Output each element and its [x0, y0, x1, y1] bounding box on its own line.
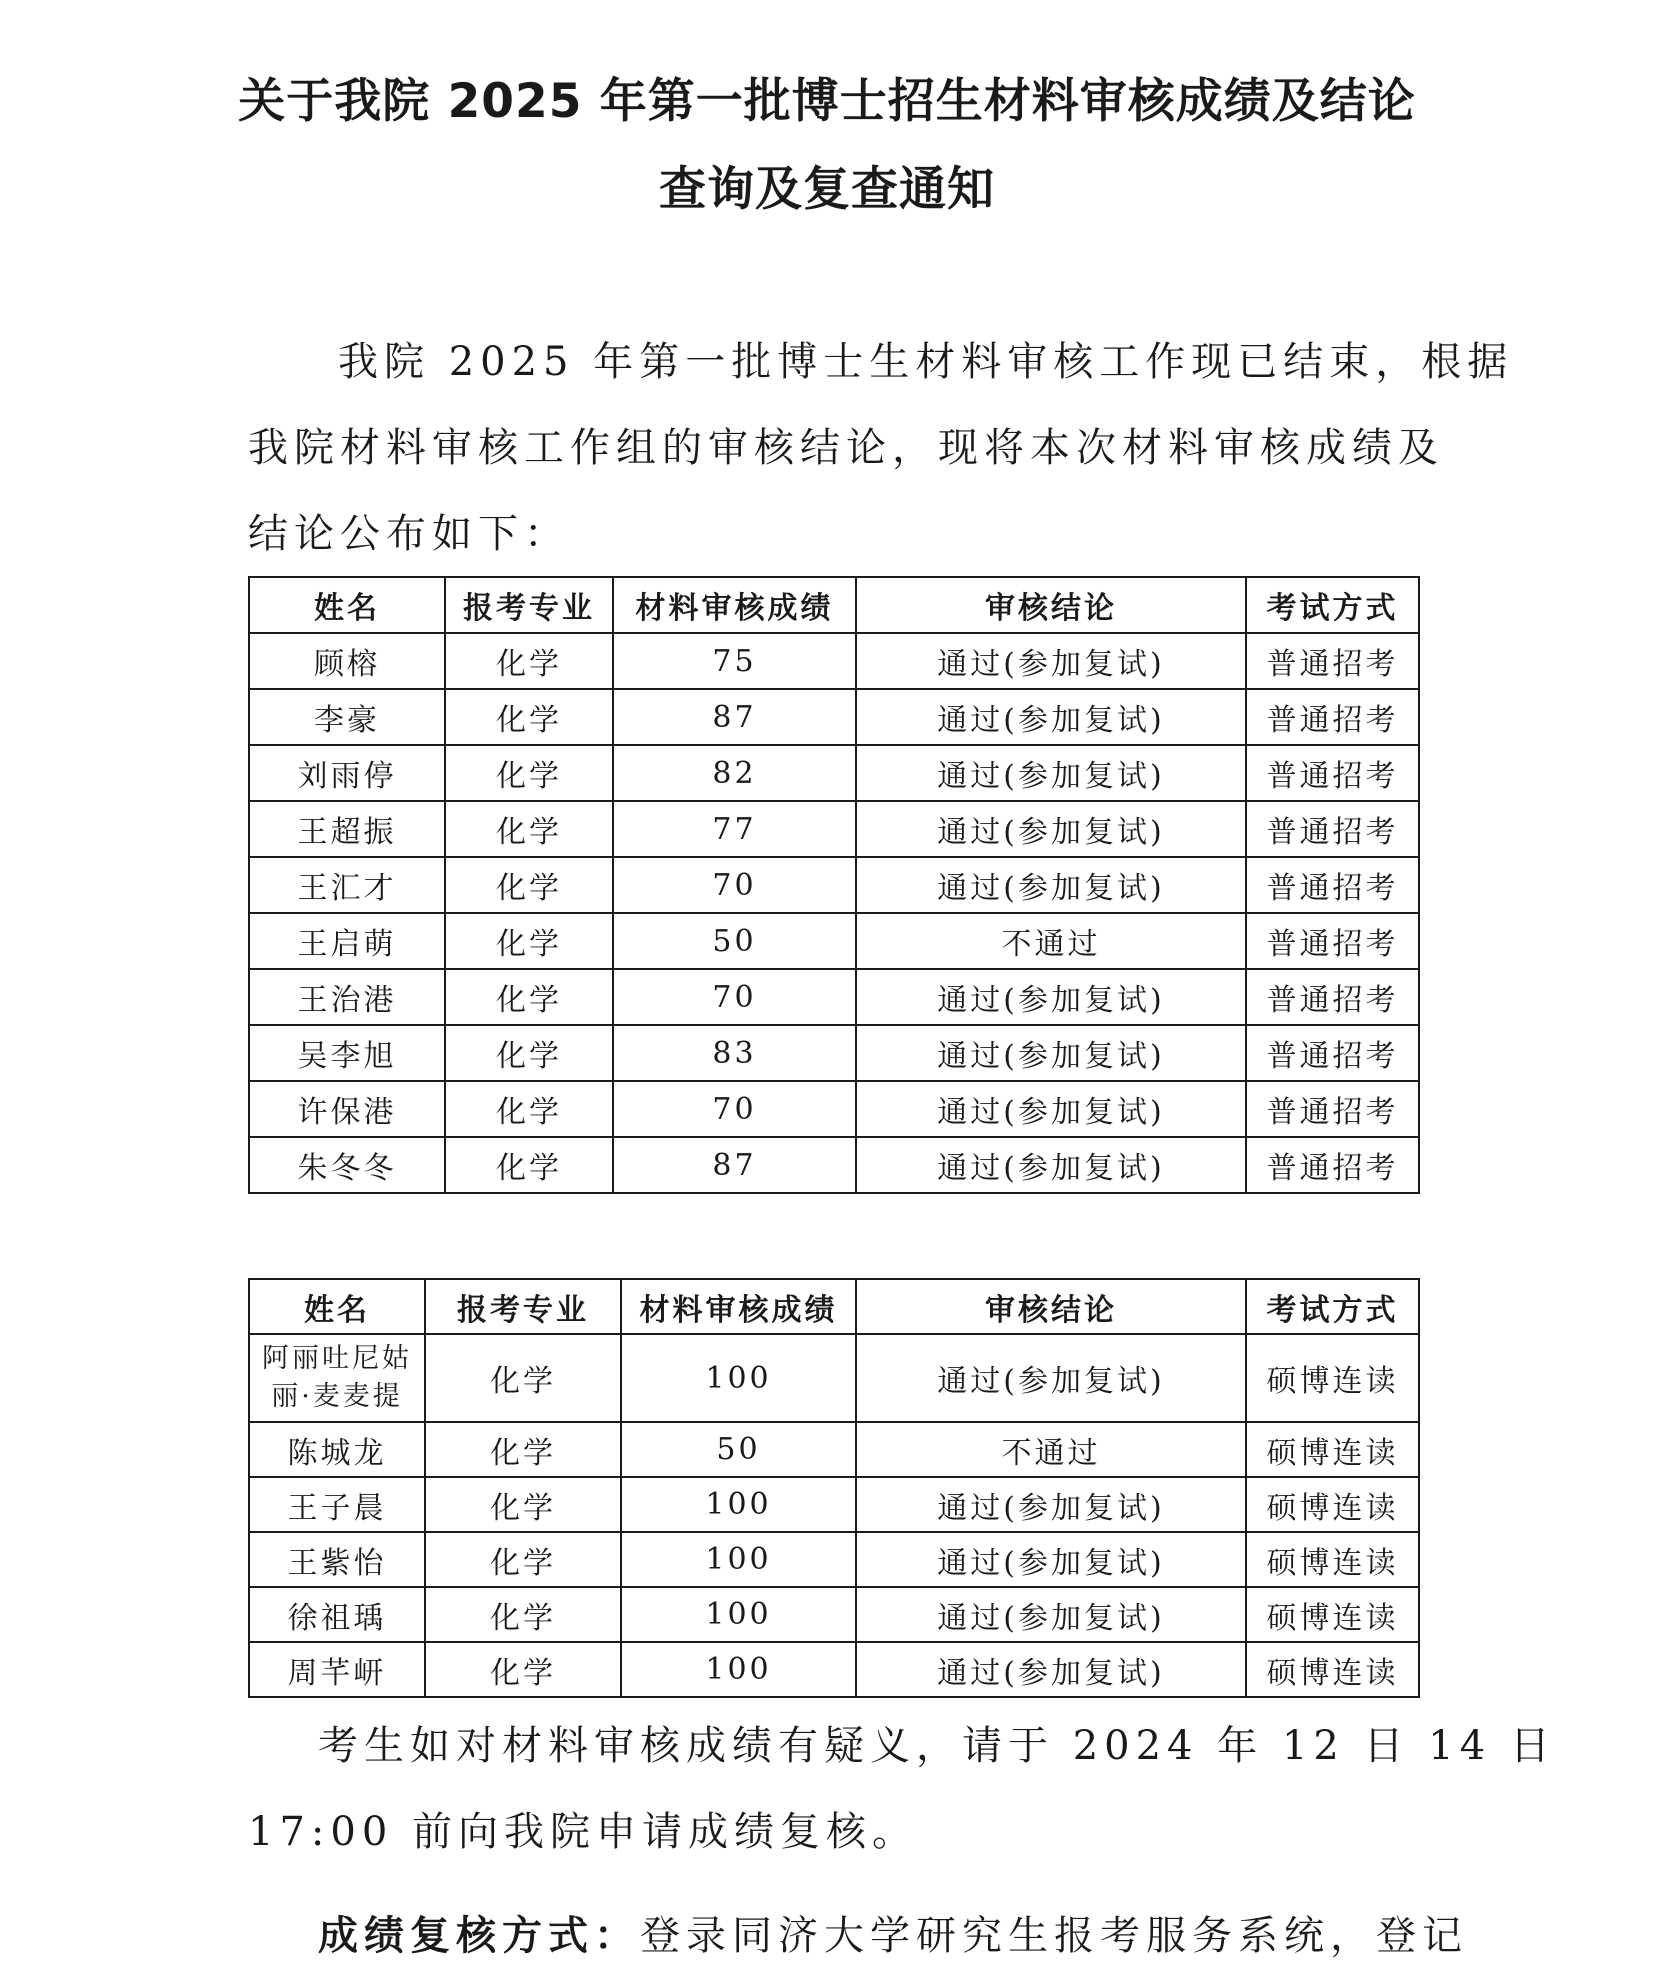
- cell-mode: 普通招考: [1246, 801, 1419, 857]
- cell-score: 100: [621, 1587, 856, 1642]
- cell-major: 化学: [445, 633, 613, 689]
- cell-name-line-2: 丽·麦麦提: [271, 1381, 403, 1412]
- cell-major: 化学: [445, 1137, 613, 1193]
- cell-mode: 普通招考: [1246, 1137, 1419, 1193]
- cell-name: 顾榕: [249, 633, 445, 689]
- cell-name: 李豪: [249, 689, 445, 745]
- cell-score: 87: [613, 689, 856, 745]
- cell-score: 100: [621, 1334, 856, 1422]
- cell-mode: 硕博连读: [1246, 1587, 1419, 1642]
- cell-name: 许保港: [249, 1081, 445, 1137]
- cell-mode: 硕博连读: [1246, 1642, 1419, 1697]
- intro-line-1: 我院 2025 年第一批博士生材料审核工作现已结束，根据: [338, 339, 1514, 385]
- cell-result: 通过(参加复试): [856, 1025, 1246, 1081]
- table-header-row: [249, 577, 1419, 633]
- table-row: [249, 913, 1419, 969]
- master-doctor-table: [248, 1278, 1420, 1698]
- cell-mode: 普通招考: [1246, 633, 1419, 689]
- table-header-row: [249, 1279, 1419, 1334]
- cell-mode: 普通招考: [1246, 913, 1419, 969]
- cell-name: 王治港: [249, 969, 445, 1025]
- cell-mode: 硕博连读: [1246, 1532, 1419, 1587]
- table-row: [249, 969, 1419, 1025]
- notice-title-line-1: 关于我院 2025 年第一批博士招生材料审核成绩及结论: [238, 74, 1416, 129]
- table-row: [249, 745, 1419, 801]
- cell-major: 化学: [425, 1334, 621, 1422]
- cell-major: 化学: [445, 1081, 613, 1137]
- cell-name: 王超振: [249, 801, 445, 857]
- cell-score: 83: [613, 1025, 856, 1081]
- table-row: [249, 633, 1419, 689]
- cell-mode: 普通招考: [1246, 1025, 1419, 1081]
- cell-score: 77: [613, 801, 856, 857]
- table-row: [249, 801, 1419, 857]
- cell-result: 通过(参加复试): [856, 1587, 1246, 1642]
- cell-result: 通过(参加复试): [856, 1334, 1246, 1422]
- cell-score: 70: [613, 969, 856, 1025]
- table-row: [249, 1587, 1419, 1642]
- cell-name: 徐祖瑀: [249, 1587, 425, 1642]
- cell-major: 化学: [445, 689, 613, 745]
- header-major: 报考专业: [445, 577, 613, 633]
- cell-major: 化学: [445, 745, 613, 801]
- cell-score: 87: [613, 1137, 856, 1193]
- header-major: 报考专业: [425, 1279, 621, 1334]
- cell-mode: 硕博连读: [1246, 1334, 1419, 1422]
- notice-title-line-2: 查询及复查通知: [659, 162, 995, 217]
- header-result: 审核结论: [856, 1279, 1246, 1334]
- cell-name: 王汇才: [249, 857, 445, 913]
- table-row: [249, 689, 1419, 745]
- table-row: [249, 1081, 1419, 1137]
- cell-result: 通过(参加复试): [856, 633, 1246, 689]
- cell-major: 化学: [445, 1025, 613, 1081]
- cell-name: 吴李旭: [249, 1025, 445, 1081]
- header-mode: 考试方式: [1246, 1279, 1419, 1334]
- general-admission-table: [248, 576, 1420, 1194]
- cell-major: 化学: [445, 857, 613, 913]
- cell-major: 化学: [425, 1642, 621, 1697]
- cell-mode: 普通招考: [1246, 857, 1419, 913]
- cell-mode: 普通招考: [1246, 969, 1419, 1025]
- intro-line-2: 我院材料审核工作组的审核结论，现将本次材料审核成绩及: [248, 425, 1444, 471]
- header-mode: 考试方式: [1246, 577, 1419, 633]
- cell-result: 通过(参加复试): [856, 857, 1246, 913]
- cell-score: 100: [621, 1642, 856, 1697]
- table-row: [249, 1422, 1419, 1477]
- header-name: 姓名: [249, 577, 445, 633]
- cell-name: 陈城龙: [249, 1422, 425, 1477]
- cell-result: 通过(参加复试): [856, 745, 1246, 801]
- table-row: [249, 1642, 1419, 1697]
- cell-major: 化学: [425, 1477, 621, 1532]
- cell-result: 通过(参加复试): [856, 1532, 1246, 1587]
- cell-major: 化学: [425, 1422, 621, 1477]
- cell-mode: 硕博连读: [1246, 1422, 1419, 1477]
- cell-score: 70: [613, 857, 856, 913]
- cell-major: 化学: [445, 801, 613, 857]
- cell-mode: 硕博连读: [1246, 1477, 1419, 1532]
- header-result: 审核结论: [856, 577, 1246, 633]
- cell-result: 通过(参加复试): [856, 1642, 1246, 1697]
- cell-mode: 普通招考: [1246, 745, 1419, 801]
- cell-name: 刘雨停: [249, 745, 445, 801]
- table-row: [249, 1334, 1419, 1422]
- cell-name: 周芊岍: [249, 1642, 425, 1697]
- review-line-2: 17:00 前向我院申请成绩复核。: [248, 1809, 918, 1855]
- table-row: [249, 1477, 1419, 1532]
- cell-result: 通过(参加复试): [856, 801, 1246, 857]
- cell-score: 70: [613, 1081, 856, 1137]
- header-name: 姓名: [249, 1279, 425, 1334]
- cell-major: 化学: [425, 1587, 621, 1642]
- cell-score: 50: [621, 1422, 856, 1477]
- review-method: [318, 1913, 1498, 1959]
- intro-line-3: 结论公布如下：: [248, 511, 570, 557]
- cell-major: 化学: [425, 1532, 621, 1587]
- cell-score: 75: [613, 633, 856, 689]
- cell-major: 化学: [445, 969, 613, 1025]
- cell-name: 朱冬冬: [249, 1137, 445, 1193]
- cell-name: [249, 1334, 425, 1422]
- table-row: [249, 1137, 1419, 1193]
- review-method-text: 登录同济大学研究生报考服务系统，登记: [640, 1913, 1468, 1959]
- cell-score: 50: [613, 913, 856, 969]
- cell-mode: 普通招考: [1246, 1081, 1419, 1137]
- cell-mode: 普通招考: [1246, 689, 1419, 745]
- cell-major: 化学: [445, 913, 613, 969]
- header-score: 材料审核成绩: [613, 577, 856, 633]
- review-method-label: 成绩复核方式：: [318, 1913, 640, 1959]
- cell-name: 王启萌: [249, 913, 445, 969]
- table-row: [249, 857, 1419, 913]
- cell-name: 王子晨: [249, 1477, 425, 1532]
- table-row: [249, 1025, 1419, 1081]
- cell-result: 通过(参加复试): [856, 1477, 1246, 1532]
- header-score: 材料审核成绩: [621, 1279, 856, 1334]
- cell-result: 通过(参加复试): [856, 689, 1246, 745]
- cell-score: 100: [621, 1532, 856, 1587]
- cell-result: 通过(参加复试): [856, 969, 1246, 1025]
- cell-result: 不通过: [856, 913, 1246, 969]
- cell-name-line-1: 阿丽吐尼姑: [262, 1343, 412, 1374]
- cell-result: 通过(参加复试): [856, 1081, 1246, 1137]
- review-line-1: 考生如对材料审核成绩有疑义，请于 2024 年 12 日 14 日: [318, 1723, 1556, 1769]
- cell-result: 通过(参加复试): [856, 1137, 1246, 1193]
- cell-name: 王紫怡: [249, 1532, 425, 1587]
- cell-score: 100: [621, 1477, 856, 1532]
- cell-result: 不通过: [856, 1422, 1246, 1477]
- cell-score: 82: [613, 745, 856, 801]
- table-row: [249, 1532, 1419, 1587]
